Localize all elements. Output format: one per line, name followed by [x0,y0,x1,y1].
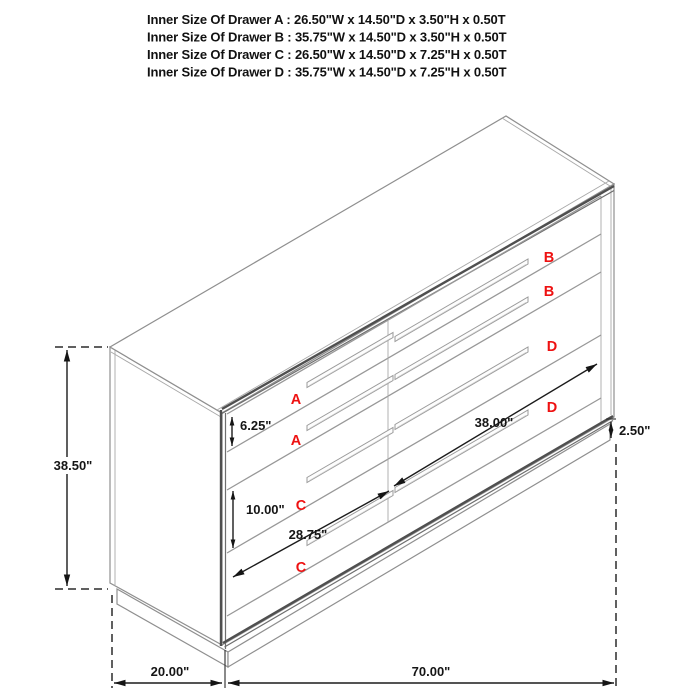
spec-line-drawer-c: Inner Size Of Drawer C : 26.50"W x 14.50"D x 7.25"H x 0.50T [147,47,507,62]
spec-line-drawer-a: Inner Size Of Drawer A : 26.50"W x 14.50"D x 3.50"H x 0.50T [147,12,506,27]
base-height-label: 2.50" [619,423,651,438]
large-drawer-height-label: 10.00" [246,502,285,517]
drawer-label-b2: B [543,284,555,300]
drawer-label-b1: B [543,250,555,266]
spec-line-drawer-b: Inner Size Of Drawer B : 35.75"W x 14.50"D x 3.50"H x 0.50T [147,29,507,45]
overall-height-label: 38.50" [53,458,93,473]
drawer-label-c1: C [295,498,307,514]
drawer-label-d2: D [546,400,558,416]
drawer-label-a2: A [290,433,302,449]
spec-line-drawer-d: Inner Size Of Drawer D : 35.75"W x 14.50"D x 7.25"H x 0.50T [147,64,507,80]
right-drawer-width-label: 38.00" [474,415,514,430]
overall-width-label: 70.00" [411,664,451,679]
spec-header [147,12,507,80]
drawer-label-c2: C [295,560,307,576]
overall-depth-label: 20.00" [150,664,190,679]
drawer-label-d1: D [546,339,558,355]
left-drawer-width-label: 28.75" [288,527,328,542]
drawer-label-a1: A [290,392,302,408]
small-drawer-height-label: 6.25" [240,418,272,433]
dresser-drawing [110,116,614,667]
